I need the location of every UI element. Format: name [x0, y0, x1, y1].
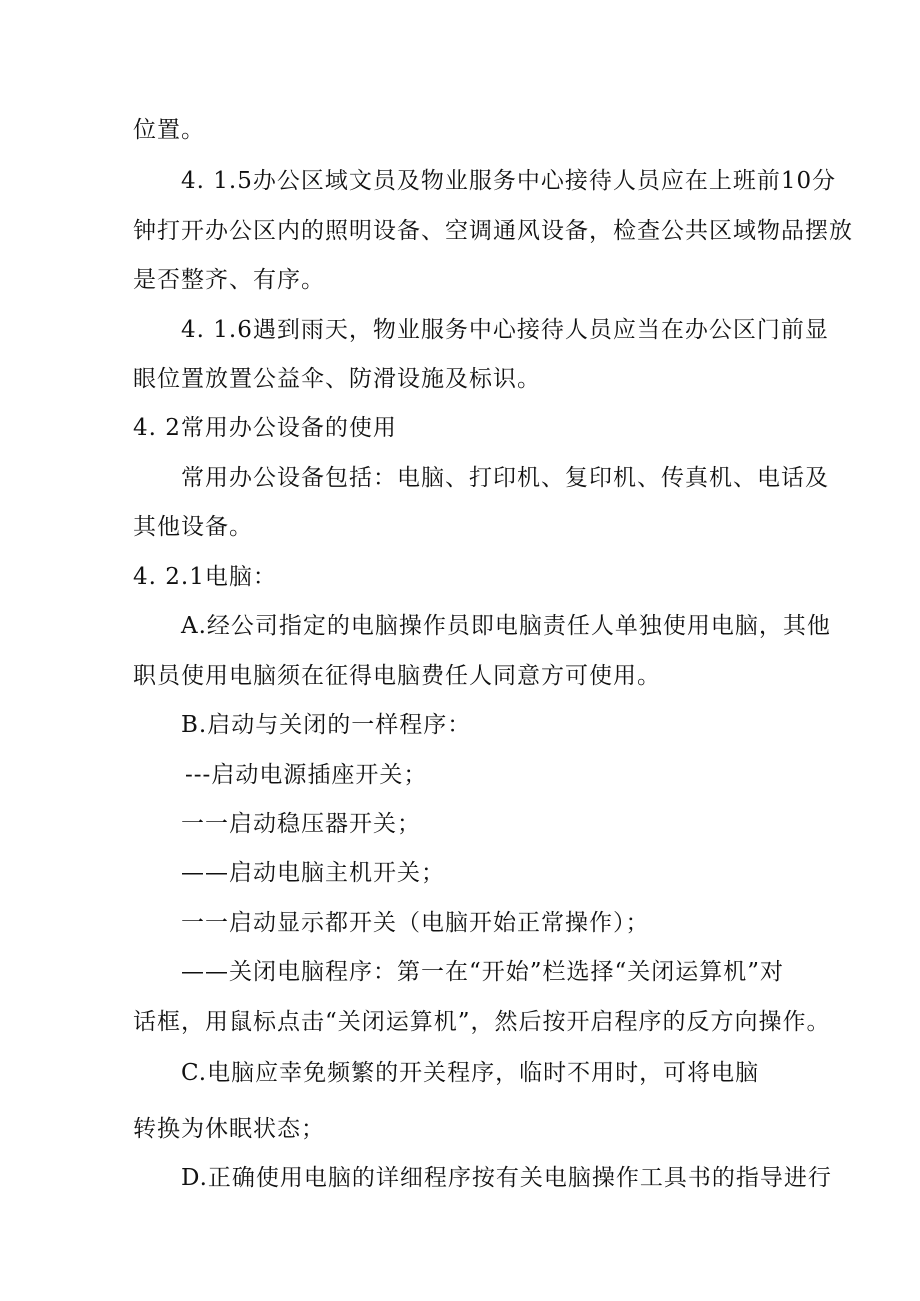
- section-4-1-5-text: 4. 1.5办公区域文员及物业服务中心接待人员应在上班前10分: [181, 168, 837, 194]
- text-line: 位置。: [133, 117, 205, 143]
- text-line: 钟打开办公区内的照明设备、空调通风设备，检查公共区域物品摆放: [133, 218, 853, 244]
- item-c-text: C.电脑应幸免频繁的开关程序，临时不用时，可将电脑: [181, 1060, 760, 1086]
- section-4-1-6-text: 4. 1.6遇到雨天，物业服务中心接待人员应当在办公区门前显: [181, 317, 829, 343]
- text-line: 话框，用鼠标点击“关闭运算机”，然后按开启程序的反方向操作。: [133, 1009, 831, 1035]
- item-a-text: A.经公司指定的电脑操作员即电脑责任人单独使用电脑，其他: [181, 613, 831, 639]
- text-line: 职员使用电脑须在征得电脑费任人同意方可使用。: [133, 663, 661, 689]
- step-line: 一一启动稳压器开关；: [181, 811, 421, 837]
- text-line: 常用办公设备包括：电脑、打印机、复印机、传真机、电话及: [181, 465, 829, 491]
- text-line: 转换为休眠状态；: [133, 1116, 325, 1142]
- section-4-2-1-heading: 4. 2.1电脑：: [133, 564, 277, 590]
- text-line: 是否整齐、有序。: [133, 267, 325, 293]
- step-line: ---启动电源插座开关；: [185, 762, 428, 788]
- step-line: 一一启动显示都开关（电脑开始正常操作）；: [181, 910, 650, 936]
- text-line: 其他设备。: [133, 514, 253, 540]
- text-line: 眼位置放置公益伞、防滑设施及标识。: [133, 366, 541, 392]
- section-4-2-heading: 4. 2常用办公设备的使用: [133, 415, 397, 441]
- item-d-text: D.正确使用电脑的详细程序按有关电脑操作工具书的指导进行: [181, 1165, 832, 1191]
- step-line: ——启动电脑主机开关；: [181, 860, 445, 886]
- step-line: ——关闭电脑程序：第一在“开始”栏选择“关闭运算机”对: [181, 959, 785, 985]
- item-b-text: B.启动与关闭的一样程序：: [181, 712, 472, 738]
